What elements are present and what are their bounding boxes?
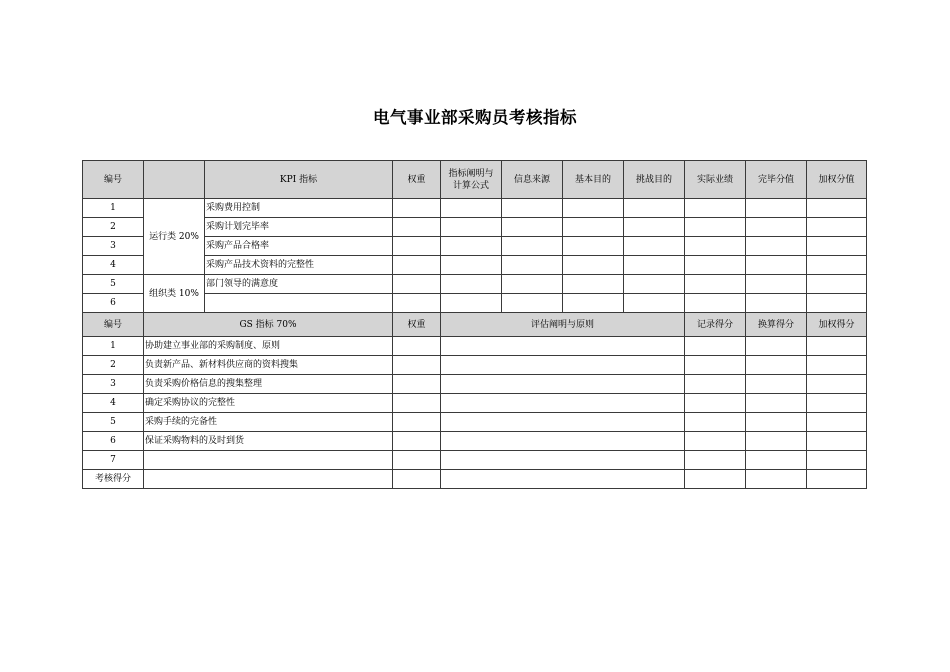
kpi-row — [83, 199, 867, 218]
kpi-cell-actual[interactable] — [685, 199, 746, 218]
gs-cell-weight[interactable] — [393, 356, 441, 375]
kpi-cell-weighted-score[interactable] — [807, 275, 867, 294]
gs-cell-weight[interactable] — [393, 394, 441, 413]
gs-row-no: 6 — [83, 432, 144, 451]
kpi-cell-actual[interactable] — [685, 294, 746, 313]
gs-cell-principle[interactable] — [441, 451, 685, 470]
gs-cell-weighted-score[interactable] — [807, 356, 867, 375]
total-cell-principle[interactable] — [441, 470, 685, 489]
kpi-cell-completion-score[interactable] — [746, 294, 807, 313]
kpi-cell-explanation[interactable] — [441, 237, 502, 256]
gs-cell-principle[interactable] — [441, 394, 685, 413]
kpi-row-name: 采购费用控制 — [205, 199, 393, 218]
gs-row — [83, 451, 867, 470]
gs-cell-record-score[interactable] — [685, 337, 746, 356]
gs-cell-record-score[interactable] — [685, 375, 746, 394]
kpi-cell-base-target[interactable] — [563, 256, 624, 275]
kpi-cell-actual[interactable] — [685, 237, 746, 256]
gs-cell-record-score[interactable] — [685, 356, 746, 375]
kpi-cell-explanation[interactable] — [441, 294, 502, 313]
kpi-cell-base-target[interactable] — [563, 218, 624, 237]
kpi-cell-weight[interactable] — [393, 294, 441, 313]
kpi-cell-challenge-target[interactable] — [624, 256, 685, 275]
total-row — [83, 470, 867, 489]
kpi-cell-challenge-target[interactable] — [624, 199, 685, 218]
gs-row — [83, 432, 867, 451]
kpi-cell-base-target[interactable] — [563, 237, 624, 256]
kpi-cell-weighted-score[interactable] — [807, 294, 867, 313]
kpi-row-name: 采购计划完毕率 — [205, 218, 393, 237]
gs-cell-weighted-score[interactable] — [807, 337, 867, 356]
kpi-cell-explanation[interactable] — [441, 218, 502, 237]
kpi-header-no: 编号 — [83, 161, 144, 199]
kpi-row-name: 部门领导的满意度 — [205, 275, 393, 294]
gs-row-no: 1 — [83, 337, 144, 356]
kpi-cell-weight[interactable] — [393, 275, 441, 294]
gs-row-no: 5 — [83, 413, 144, 432]
gs-row — [83, 394, 867, 413]
gs-row-name: 负责采购价格信息的搜集整理 — [144, 375, 393, 394]
gs-cell-weight[interactable] — [393, 451, 441, 470]
gs-cell-converted-score[interactable] — [746, 432, 807, 451]
kpi-cell-completion-score[interactable] — [746, 275, 807, 294]
gs-row-no: 2 — [83, 356, 144, 375]
kpi-row-no: 2 — [83, 218, 144, 237]
gs-cell-principle[interactable] — [441, 356, 685, 375]
gs-cell-converted-score[interactable] — [746, 375, 807, 394]
kpi-cell-challenge-target[interactable] — [624, 294, 685, 313]
gs-header-principle: 评估阐明与原则 — [441, 313, 685, 337]
kpi-cell-explanation[interactable] — [441, 256, 502, 275]
kpi-category-organization: 组织类 10% — [144, 275, 205, 313]
kpi-header-explanation-line2: 计算公式 — [452, 180, 489, 191]
kpi-cell-explanation[interactable] — [441, 199, 502, 218]
kpi-row-name: 采购产品技术资料的完整性 — [205, 256, 393, 275]
gs-row-no: 4 — [83, 394, 144, 413]
kpi-row-no: 6 — [83, 294, 144, 313]
kpi-cell-actual[interactable] — [685, 218, 746, 237]
gs-cell-converted-score[interactable] — [746, 394, 807, 413]
kpi-cell-actual[interactable] — [685, 275, 746, 294]
kpi-header-weighted-score: 加权分值 — [807, 161, 867, 199]
kpi-cell-challenge-target[interactable] — [624, 237, 685, 256]
gs-row-name: 协助建立事业部的采购制度、原则 — [144, 337, 393, 356]
kpi-header-indicator: KPI 指标 — [205, 161, 393, 199]
gs-cell-weight[interactable] — [393, 375, 441, 394]
gs-cell-principle[interactable] — [441, 413, 685, 432]
kpi-row-no: 1 — [83, 199, 144, 218]
gs-row — [83, 413, 867, 432]
kpi-header-actual: 实际业绩 — [685, 161, 746, 199]
total-cell-converted-score[interactable] — [746, 470, 807, 489]
gs-cell-record-score[interactable] — [685, 432, 746, 451]
kpi-header-category — [144, 161, 205, 199]
gs-row-name: 保证采购物料的及时到货 — [144, 432, 393, 451]
total-label: 考核得分 — [83, 470, 144, 489]
gs-cell-weight[interactable] — [393, 337, 441, 356]
kpi-cell-weight[interactable] — [393, 237, 441, 256]
gs-row-name: 采购手续的完备性 — [144, 413, 393, 432]
gs-row-name: 确定采购协议的完整性 — [144, 394, 393, 413]
gs-cell-weighted-score[interactable] — [807, 451, 867, 470]
gs-cell-principle[interactable] — [441, 375, 685, 394]
kpi-cell-source[interactable] — [502, 199, 563, 218]
kpi-cell-base-target[interactable] — [563, 294, 624, 313]
gs-cell-weighted-score[interactable] — [807, 375, 867, 394]
kpi-cell-weighted-score[interactable] — [807, 218, 867, 237]
total-cell-weighted-score[interactable] — [807, 470, 867, 489]
kpi-cell-base-target[interactable] — [563, 275, 624, 294]
gs-header-row — [83, 313, 867, 337]
kpi-category-operation: 运行类 20% — [144, 199, 205, 275]
kpi-cell-completion-score[interactable] — [746, 237, 807, 256]
gs-cell-principle[interactable] — [441, 337, 685, 356]
kpi-row-name: 采购产品合格率 — [205, 237, 393, 256]
gs-cell-weighted-score[interactable] — [807, 394, 867, 413]
gs-header-converted-score: 换算得分 — [746, 313, 807, 337]
kpi-header-challenge-target: 挑战目的 — [624, 161, 685, 199]
kpi-header-base-target: 基本目的 — [563, 161, 624, 199]
gs-header-indicator: GS 指标 70% — [144, 313, 393, 337]
gs-row — [83, 356, 867, 375]
kpi-cell-actual[interactable] — [685, 256, 746, 275]
gs-header-weight: 权重 — [393, 313, 441, 337]
document-title: 电气事业部采购员考核指标 — [373, 108, 577, 127]
kpi-cell-weight[interactable] — [393, 218, 441, 237]
kpi-header-explanation — [441, 161, 502, 199]
kpi-cell-source[interactable] — [502, 218, 563, 237]
kpi-cell-challenge-target[interactable] — [624, 218, 685, 237]
kpi-row-no: 5 — [83, 275, 144, 294]
kpi-row-name — [205, 294, 393, 313]
total-cell-weight[interactable] — [393, 470, 441, 489]
kpi-header-weight: 权重 — [393, 161, 441, 199]
kpi-cell-weighted-score[interactable] — [807, 237, 867, 256]
kpi-cell-weight[interactable] — [393, 256, 441, 275]
kpi-cell-explanation[interactable] — [441, 275, 502, 294]
kpi-row-no: 3 — [83, 237, 144, 256]
kpi-cell-source[interactable] — [502, 237, 563, 256]
gs-row-name: 负责新产品、新材料供应商的资料搜集 — [144, 356, 393, 375]
gs-cell-converted-score[interactable] — [746, 337, 807, 356]
kpi-header-source: 信息来源 — [502, 161, 563, 199]
kpi-cell-weighted-score[interactable] — [807, 256, 867, 275]
kpi-cell-weight[interactable] — [393, 199, 441, 218]
kpi-cell-challenge-target[interactable] — [624, 275, 685, 294]
kpi-header-explanation-line1: 指标阐明与 — [448, 168, 494, 179]
kpi-cell-source[interactable] — [502, 256, 563, 275]
gs-cell-converted-score[interactable] — [746, 451, 807, 470]
kpi-cell-completion-score[interactable] — [746, 218, 807, 237]
gs-row-no: 7 — [83, 451, 144, 470]
total-cell-record-score[interactable] — [685, 470, 746, 489]
kpi-cell-weighted-score[interactable] — [807, 199, 867, 218]
assessment-table — [82, 160, 867, 489]
gs-cell-converted-score[interactable] — [746, 413, 807, 432]
gs-cell-weight[interactable] — [393, 413, 441, 432]
kpi-header-completion-score: 完毕分值 — [746, 161, 807, 199]
gs-header-weighted-score: 加权得分 — [807, 313, 867, 337]
kpi-row-no: 4 — [83, 256, 144, 275]
gs-cell-record-score[interactable] — [685, 394, 746, 413]
total-cell-indicator[interactable] — [144, 470, 393, 489]
gs-header-no: 编号 — [83, 313, 144, 337]
kpi-cell-source[interactable] — [502, 294, 563, 313]
gs-cell-weight[interactable] — [393, 432, 441, 451]
gs-row — [83, 337, 867, 356]
gs-row-name — [144, 451, 393, 470]
kpi-row — [83, 275, 867, 294]
gs-cell-record-score[interactable] — [685, 413, 746, 432]
kpi-cell-source[interactable] — [502, 275, 563, 294]
gs-cell-weighted-score[interactable] — [807, 413, 867, 432]
gs-row-no: 3 — [83, 375, 144, 394]
gs-cell-principle[interactable] — [441, 432, 685, 451]
gs-row — [83, 375, 867, 394]
kpi-cell-completion-score[interactable] — [746, 256, 807, 275]
gs-cell-converted-score[interactable] — [746, 356, 807, 375]
gs-cell-weighted-score[interactable] — [807, 432, 867, 451]
kpi-cell-base-target[interactable] — [563, 199, 624, 218]
gs-cell-record-score[interactable] — [685, 451, 746, 470]
kpi-header-row — [83, 161, 867, 199]
gs-header-record-score: 记录得分 — [685, 313, 746, 337]
kpi-cell-completion-score[interactable] — [746, 199, 807, 218]
